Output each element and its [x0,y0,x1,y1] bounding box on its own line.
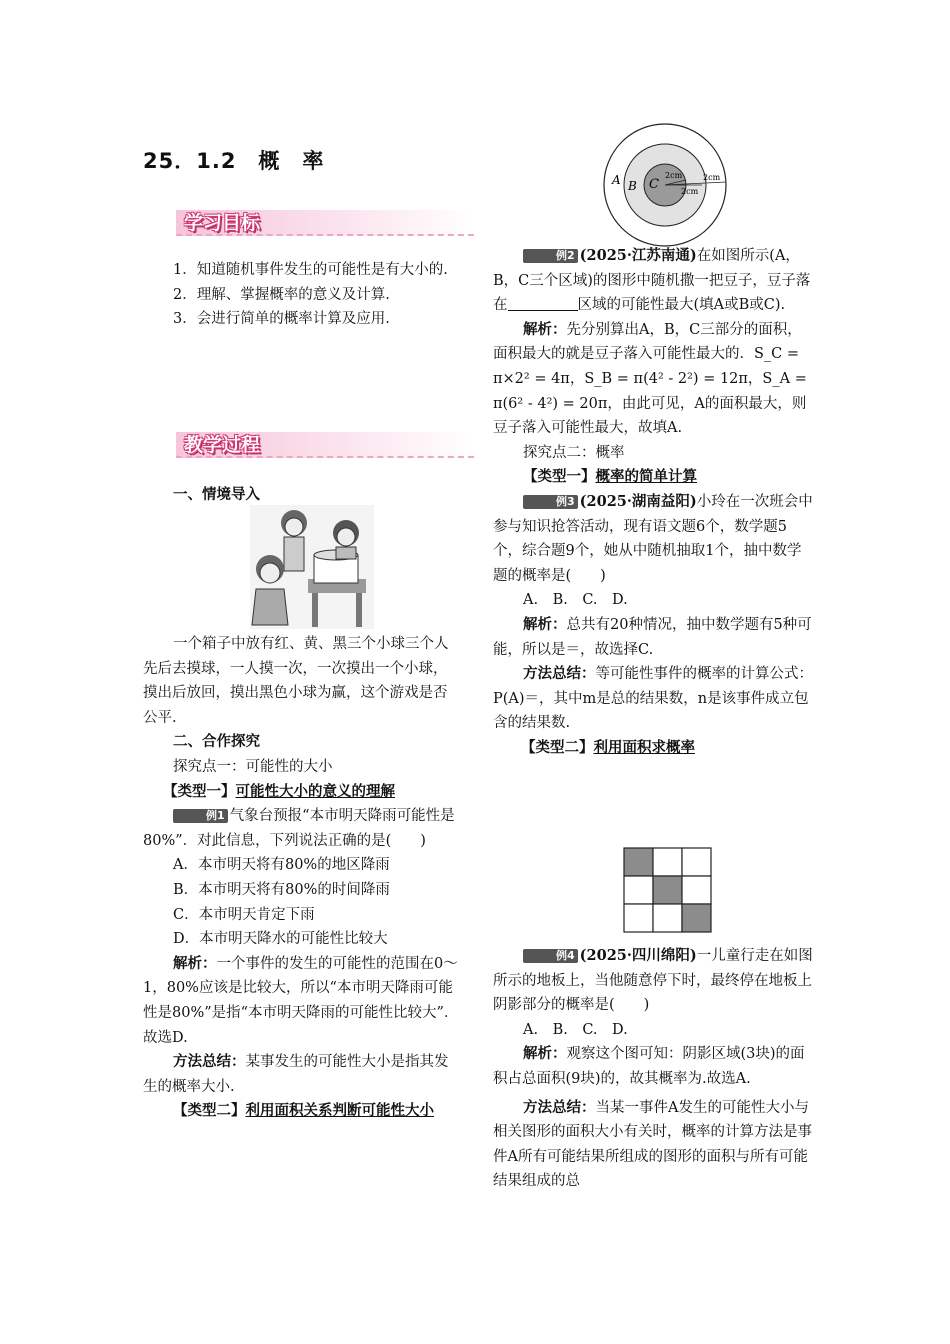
type-title: 可能性大小的意义的理解 [235,783,395,800]
type-bracket: 【类型二】 [173,1103,246,1120]
type-two-heading [493,736,813,761]
summary-paragraph [143,1050,461,1099]
grid-cell [653,848,682,876]
summary-label: 方法总结： [173,1054,246,1071]
children-illustration [250,505,374,629]
example-text: 在如图所示(A，B，C三个区域)的图形中随机撒一把豆子，豆子落在 [493,248,811,314]
example-text: 小玲在一次班会中参与知识抢答活动，现有语文题6个，数学题5个，综合题9个，她从中随机抽取1个，抽中数学题的概率是( ) [493,493,813,584]
analysis-paragraph [143,952,461,1050]
children-drawing [250,505,374,629]
type-title: 利用面积关系判断可能性大小 [245,1103,434,1120]
summary-paragraph [493,1096,813,1194]
analysis-text: 观察这个图可知：阴影区域(3块)的面积占总面积(9块)的，故其概率为.故选A. [493,1046,805,1087]
type-bracket: 【类型一】 [523,469,596,486]
analysis-paragraph [493,1042,813,1091]
option-row: A. B. C. D. [523,1021,628,1038]
example-source: (2025·江苏南通) [579,247,697,264]
example-source: (2025·湖南益阳) [579,492,697,510]
option-item: B．本市明天将有80%的时间降雨 [173,881,390,898]
label-a: A [612,173,621,187]
example-text: 区域的可能性最大(填A或B或C). [577,297,786,314]
answer-blank [508,296,578,311]
example-text: 一儿童行走在如图所示的地板上，当他随意停下时，最终停在地板上阴影部分的概率是( ) [493,948,813,1014]
intro-paragraph: 一个箱子中放有红、黄、黑三个小球三个人先后去摸球，一人摸一次，一次摸出一个小球，摸出后放回，摸出黑色小球为赢，这个游戏是否公平. [143,636,449,726]
analysis-paragraph [493,613,813,662]
analysis-label: 解析： [523,616,567,633]
section-heading-intro: 一、情境导入 [173,487,260,503]
analysis-text: 先分别算出A，B，C三部分的面积，面积最大的就是豆子落入可能性最大的．S_C = π×2² = 4π，S_B = π(4² - 2²) = 12π，S_A = π(6² - 4²) = 20π，由此可见，A的面积最大，则豆子落入可能性最大，故填A. [493,321,807,437]
analysis-text: 一个事件的发生的可能性的范围在0～1，80%应该是比较大，所以“本市明天降雨可能性是80%”是指“本市明天降雨的可能性比较大”．故选D. [143,955,459,1046]
example-source: (2025·四川绵阳) [579,947,697,964]
explore-point-one: 探究点一：可能性的大小 [173,758,333,775]
section-heading-explore: 二、合作探究 [173,734,260,751]
option-item: D．本市明天降水的可能性比较大 [173,931,388,948]
goals-list [143,258,461,332]
grid-cell [682,876,711,904]
summary-text: 等可能性事件的概率的计算公式：P(A)＝，其中m是总的结果数，n是该事件成立包含的结果数. [493,666,813,732]
page-title: 25．1.2 概 率 [143,149,325,173]
teaching-process-banner-text: 教学过程 [184,434,261,456]
example-text: 气象台预报“本市明天降雨可能性是80%”．对此信息，下列说法正确的是( ) [143,808,455,849]
example-tag: 例1 [173,809,228,823]
example-three [493,490,813,588]
learning-goals-banner [176,210,474,236]
type-bracket: 【类型二】 [521,739,594,756]
example-four [493,944,813,1018]
example-tag: 例2 [523,249,578,263]
grid-cell [682,848,711,876]
grid-cell [624,904,653,932]
goal-item: 3．会进行简单的概率计算及应用. [173,311,390,328]
type-one-heading [493,465,813,490]
example-two [493,244,813,318]
type-two-heading [143,1099,461,1124]
goal-item: 1．知道随机事件发生的可能性是有大小的. [173,262,448,278]
summary-label: 方法总结： [523,1099,596,1116]
label-b: B [628,179,637,193]
goal-item: 2．理解、掌握概率的意义及计算. [173,286,390,303]
option-item: C．本市明天肯定下雨 [173,906,315,923]
left-column [143,632,461,1124]
floor-grid-figure [622,846,714,938]
circles-drawing [602,122,728,248]
analysis-label: 解析： [523,321,567,338]
grid-cell-shaded [653,876,682,904]
grid-cell-shaded [624,848,653,876]
summary-label: 方法总结： [523,666,596,683]
summary-text: 当某一事件A发生的可能性大小与相关图形的面积大小有关时，概率的计算方法是事件A所有可能结果所组成的图形的面积与所有可能结果组成的总 [493,1099,812,1190]
grid-cell [653,904,682,932]
example-tag: 例4 [523,949,578,963]
type-one-heading [143,780,461,805]
teaching-process-banner [176,432,474,458]
analysis-label: 解析： [523,1046,567,1063]
analysis-paragraph [493,318,813,441]
radius-label: 2cm [665,171,683,180]
type-title: 概率的简单计算 [595,469,697,486]
analysis-text: 总共有20种情况，抽中数学题有5种可能，所以是＝，故选择C. [493,616,812,658]
right-column-top [493,244,813,760]
grid-cell-shaded [682,904,711,932]
concentric-circles-figure [602,122,728,248]
grid-cell [624,876,653,904]
type-title: 利用面积求概率 [593,739,695,756]
summary-paragraph [493,662,813,736]
radius-label: 2cm [681,187,699,196]
floor-grid-drawing [622,846,714,934]
radius-label: 2cm [703,173,721,182]
option-item: A．本市明天将有80%的地区降雨 [173,857,390,874]
learning-goals-banner-text: 学习目标 [184,212,261,234]
example-tag: 例3 [523,495,578,509]
label-c: C [649,177,659,192]
summary-text: 某事发生的可能性大小是指其发生的概率大小. [143,1054,449,1095]
right-column-bottom [493,944,813,1194]
analysis-label: 解析： [173,955,217,972]
explore-point-two: 探究点二：概率 [523,444,625,461]
type-bracket: 【类型一】 [163,783,236,800]
option-row: A. B. C. D. [523,592,628,609]
example-one [143,804,461,853]
